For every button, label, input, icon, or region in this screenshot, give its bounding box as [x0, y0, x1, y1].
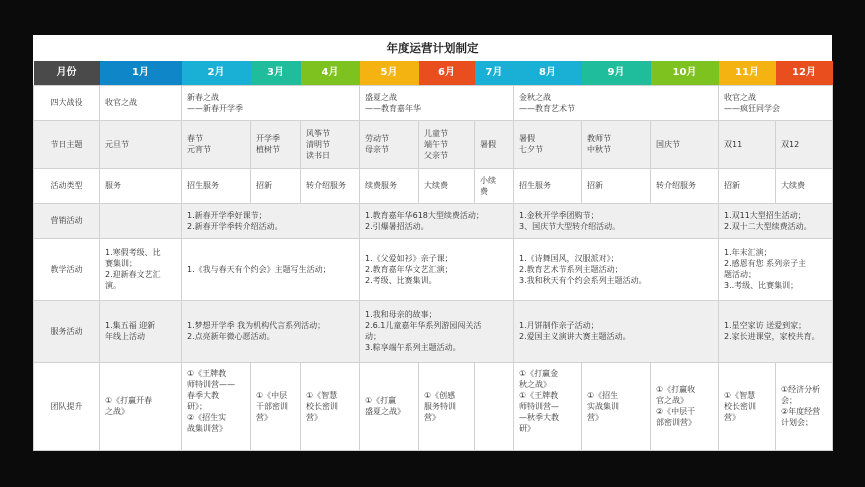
table-cell: 收官之战 ——疯狂同学会 — [719, 85, 833, 120]
table-cell: 续费服务 — [360, 168, 419, 203]
table-cell: 金秋之战 ——教育艺术节 — [514, 85, 719, 120]
row-label: 团队提升 — [34, 362, 100, 450]
table-cell: 新春之战 ——新春开学季 — [182, 85, 360, 120]
themes-row — [34, 120, 833, 168]
table-cell: 转介绍服务 — [651, 168, 719, 203]
table-cell: 暑假 七夕节 — [514, 120, 582, 168]
month-header-row — [34, 61, 833, 85]
month-header-cell: 4月 — [301, 61, 360, 85]
table-cell: 元旦节 — [100, 120, 182, 168]
row-label: 四大战役 — [34, 85, 100, 120]
table-cell: 1.双11大型招生活动； 2.双十二大型续费活动。 — [719, 203, 833, 238]
team-row — [34, 362, 833, 450]
month-header-cell: 9月 — [582, 61, 651, 85]
table-cell: 暑假 — [475, 120, 514, 168]
table-cell: 儿童节 端午节 父亲节 — [419, 120, 475, 168]
table-cell: 1.集五福 迎新 年线上活动 — [100, 300, 182, 362]
battles-row — [34, 85, 833, 120]
page-title: 年度运营计划制定 — [386, 41, 479, 55]
table-cell: 招新 — [719, 168, 776, 203]
row-label: 服务活动 — [34, 300, 100, 362]
table-cell: 1.星空家访 送爱到家； 2.家长进课堂，家校共育。 — [719, 300, 833, 362]
row-label: 营销活动 — [34, 203, 100, 238]
table-cell: 大续费 — [419, 168, 475, 203]
table-cell: 春节 元宵节 — [182, 120, 251, 168]
table-cell: 双12 — [776, 120, 833, 168]
table-cell: 1.新春开学季好课节； 2.新春开学季转介绍活动。 — [182, 203, 360, 238]
table-cell: ①《王牌教 师特训营—— 春季大教 研》； ②《招生实 战集训营》 — [182, 362, 251, 450]
table-cell: 双11 — [719, 120, 776, 168]
table-cell: ①《打赢 盛夏之战》 — [360, 362, 419, 450]
month-header-cell: 12月 — [776, 61, 833, 85]
table-cell: ①《智慧 校长密训 营》 — [719, 362, 776, 450]
table-cell: ①经济分析 会； ②年度经营 计划会； — [776, 362, 833, 450]
table-cell: 收官之战 — [100, 85, 182, 120]
table-cell — [100, 203, 182, 238]
table-cell: ①《打赢开春 之战》 — [100, 362, 182, 450]
month-header-cell: 3月 — [251, 61, 301, 85]
table-cell: ①《招生 实战集训 营》 — [582, 362, 651, 450]
marketing-row — [34, 203, 833, 238]
table-cell: 1.年末汇演； 2.感恩有您 系列亲子主 题活动； 3..考级、比赛集训； — [719, 238, 833, 300]
table-cell: 大续费 — [776, 168, 833, 203]
table-cell: ①《打赢收 官之战》 ②《中层干 部密训营》 — [651, 362, 719, 450]
table-cell — [475, 362, 514, 450]
table-cell: 1.《诗舞国风，汉服派对》； 2.教育艺术节系列主题活动； 3.我和秋天有个约会系列主题活动。 — [514, 238, 719, 300]
table-cell: 1.《父爱如衫》亲子课； 2.教育嘉年华文艺汇演； 2.考级、比赛集训。 — [360, 238, 514, 300]
table-cell: ①《中层 干部密训 营》 — [251, 362, 301, 450]
table-cell: 教师节 中秋节 — [582, 120, 651, 168]
row-label: 教学活动 — [34, 238, 100, 300]
teaching-row — [34, 238, 833, 300]
table-cell: ①《智慧 校长密训 营》 — [301, 362, 360, 450]
month-header-cell: 8月 — [514, 61, 582, 85]
table-cell: ①《打赢金 秋之战》 ①《王牌教 师特训营— —秋季大教 研》 — [514, 362, 582, 450]
table-cell: 1.寒假考级、比 赛集训； 2.迎新春文艺汇 演。 — [100, 238, 182, 300]
table-cell: ①《创感 服务特训 营》 — [419, 362, 475, 450]
row-label: 活动类型 — [34, 168, 100, 203]
table-cell: 1.我和母亲的故事； 2.6.1儿童嘉年华系列游园闯关活 动； 3.粽享端午系列主题活动。 — [360, 300, 514, 362]
table-cell: 劳动节 母亲节 — [360, 120, 419, 168]
types-row — [34, 168, 833, 203]
month-header-cell: 2月 — [182, 61, 251, 85]
table-cell: 服务 — [100, 168, 182, 203]
month-header-cell: 5月 — [360, 61, 419, 85]
table-cell: 1.金秋开学季团购节； 3、国庆节大型转介绍活动。 — [514, 203, 719, 238]
service-row — [34, 300, 833, 362]
month-header-label: 月份 — [34, 61, 100, 85]
month-header-cell: 6月 — [419, 61, 475, 85]
plan-sheet — [33, 35, 832, 450]
table-cell: 1.月饼制作亲子活动； 2.爱国主义演讲大赛主题活动。 — [514, 300, 719, 362]
plan-table — [33, 61, 833, 451]
month-header-cell: 1月 — [100, 61, 182, 85]
table-cell: 1.梦想开学季 我为机构代言系列活动； 2.点亮新年微心愿活动。 — [182, 300, 360, 362]
table-cell: 盛夏之战 ——教育嘉年华 — [360, 85, 514, 120]
month-header-cell: 11月 — [719, 61, 776, 85]
table-cell: 转介绍服务 — [301, 168, 360, 203]
row-label: 节日主题 — [34, 120, 100, 168]
table-cell: 风筝节 清明节 读书日 — [301, 120, 360, 168]
month-header-cell: 10月 — [651, 61, 719, 85]
table-cell: 招生服务 — [182, 168, 251, 203]
table-cell: 招生服务 — [514, 168, 582, 203]
table-cell: 小续 费 — [475, 168, 514, 203]
table-cell: 1.《我与春天有个约会》主题写生活动； — [182, 238, 360, 300]
table-cell: 1.教育嘉年华618大型续费活动； 2.引爆暑招活动。 — [360, 203, 514, 238]
month-header-cell: 7月 — [475, 61, 514, 85]
table-cell: 招新 — [582, 168, 651, 203]
table-cell: 国庆节 — [651, 120, 719, 168]
table-cell: 开学季 植树节 — [251, 120, 301, 168]
table-cell: 招新 — [251, 168, 301, 203]
